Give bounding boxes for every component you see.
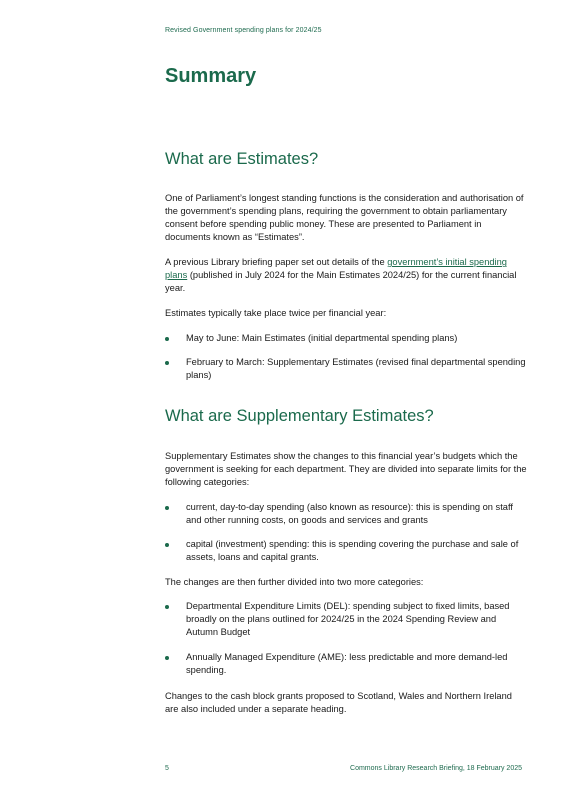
bullet-icon bbox=[165, 543, 169, 547]
paragraph-twice-per-year: Estimates typically take place twice per financial year: bbox=[165, 308, 387, 318]
spending-categories-list bbox=[165, 538, 527, 564]
section-paragraph bbox=[165, 256, 527, 295]
paragraph-text: A previous Library briefing paper set out details of the bbox=[165, 257, 388, 267]
list-item-text: February to March: Supplementary Estimates (revised final departmental spending plans) bbox=[186, 357, 526, 380]
list-item-text: May to June: Main Estimates (initial departmental spending plans) bbox=[186, 333, 458, 343]
section-what-are-estimates bbox=[165, 148, 527, 170]
paragraph-further-divided: The changes are then further divided into two more categories: bbox=[165, 577, 424, 587]
paragraph-previous-briefing bbox=[165, 256, 527, 295]
bullet-icon bbox=[165, 337, 169, 341]
list-item bbox=[165, 651, 527, 677]
paragraph-parliament-functions: One of Parliament’s longest standing functions is the consideration and authorisation of the government’s spending plans, requiring the government to obtain parliamentary consent before spending public money. These are presented to Parliament in documents known as “Estimates”. bbox=[165, 193, 524, 242]
expenditure-categories-list bbox=[165, 600, 527, 639]
paragraph-text: (published in July 2024 for the Main Estimates 2024/25) for the current financial year. bbox=[165, 270, 517, 293]
list-item-text: Annually Managed Expenditure (AME): less predictable and more demand-led spending. bbox=[186, 652, 508, 675]
publication-footer: Commons Library Research Briefing, 18 February 2025 bbox=[350, 765, 522, 772]
section-what-are-supplementary-estimates bbox=[165, 405, 527, 427]
section-paragraph bbox=[165, 576, 527, 589]
list-item-text: Departmental Expenditure Limits (DEL): spending subject to fixed limits, based broadly on the plans outlined for 2024/25 in the 2024 Spending Review and Autumn Budget bbox=[186, 601, 510, 637]
bullet-icon bbox=[165, 506, 169, 510]
initial-spending-plans-link[interactable]: government’s initial spending plans bbox=[165, 257, 507, 280]
list-item-text: current, day-to-day spending (also known as resource): this is spending on staff and other running costs, on goods and services and grants bbox=[186, 502, 513, 525]
list-item-text: capital (investment) spending: this is spending covering the purchase and sale of assets, loans and capital grants. bbox=[186, 539, 519, 562]
section-heading: What are Supplementary Estimates? bbox=[165, 407, 434, 425]
section-paragraph bbox=[165, 690, 527, 716]
list-item bbox=[165, 501, 527, 527]
list-item bbox=[165, 600, 527, 639]
section-paragraph bbox=[165, 450, 527, 489]
expenditure-categories-list bbox=[165, 651, 527, 677]
spending-categories-list bbox=[165, 501, 527, 527]
paragraph-supplementary-estimates: Supplementary Estimates show the changes to this financial year’s budgets which the government is seeking for each department. They are divided into separate limits for the following categories: bbox=[165, 451, 527, 487]
list-item bbox=[165, 356, 527, 382]
section-paragraph bbox=[165, 192, 527, 244]
bullet-icon bbox=[165, 361, 169, 365]
section-paragraph bbox=[165, 307, 527, 320]
estimates-timing-list bbox=[165, 332, 527, 345]
paragraph-block-grants: Changes to the cash block grants proposed to Scotland, Wales and Northern Ireland are also included under a separate heading. bbox=[165, 691, 512, 714]
running-head: Revised Government spending plans for 2024/25 bbox=[165, 27, 322, 34]
page-number: 5 bbox=[165, 765, 169, 772]
bullet-icon bbox=[165, 656, 169, 660]
list-item bbox=[165, 332, 527, 345]
estimates-timing-list bbox=[165, 356, 527, 382]
list-item bbox=[165, 538, 527, 564]
section-heading: What are Estimates? bbox=[165, 150, 319, 168]
bullet-icon bbox=[165, 605, 169, 609]
page-title: Summary bbox=[165, 65, 257, 87]
